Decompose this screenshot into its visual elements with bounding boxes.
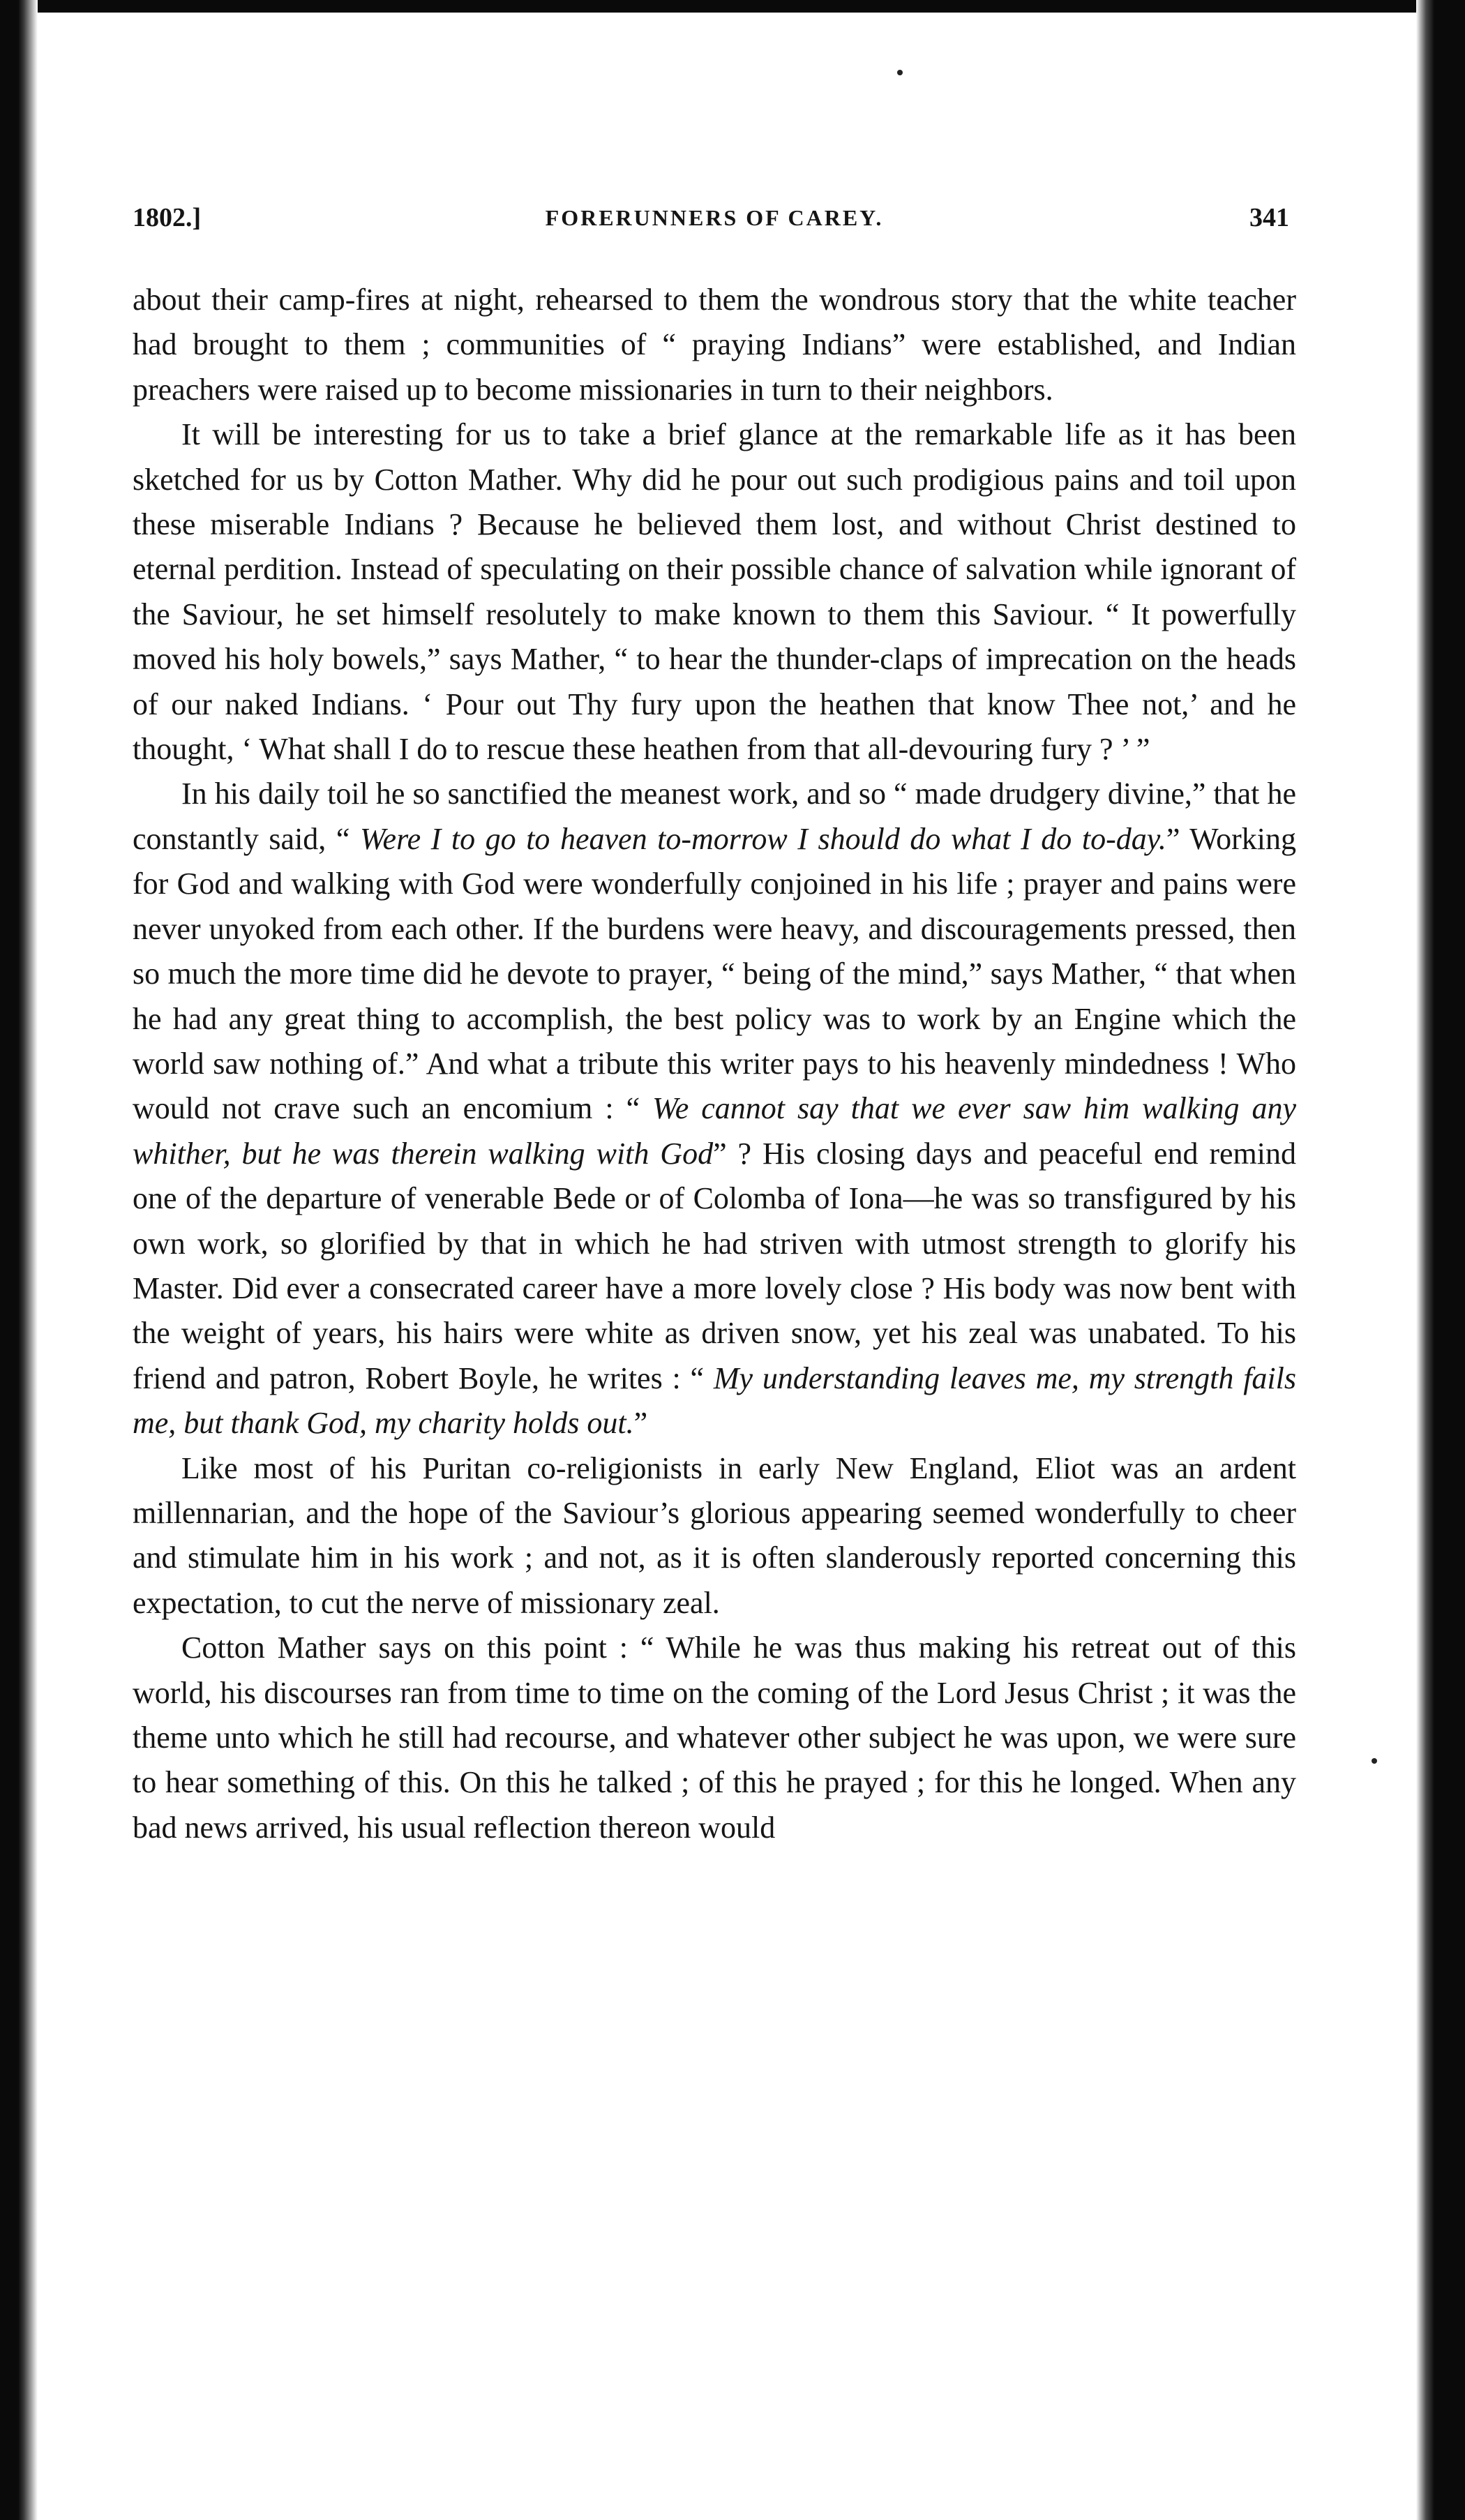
body-text [133, 278, 1296, 1850]
paragraph [133, 412, 1296, 772]
book-page [133, 202, 1296, 1850]
scan-border-top [0, 0, 1465, 13]
text-run: It will be interesting for us to take a brief glance at the remarkable life as it has been sketched for us by Cotton Mather. Why did he pour out such prodigious pains and toil upon these miserable Indians ? Because he believed them lost, and without Christ destined to eternal perdition. Instead of speculating on their possible chance of salvation while ignorant of the Saviour, he set himself resolutely to make known to them this Saviour. “ It powerfully moved his holy bowels,” says Mather, “ to hear the thunder-claps of imprecation on the heads of our naked Indians. ‘ Pour out Thy fury upon the heathen that know Thee not,’ and he thought, ‘ What shall I do to rescue these heathen from that all-devouring fury ? ’ ” [133, 417, 1296, 767]
paragraph [133, 1626, 1296, 1850]
italic-quote: Were I to go to heaven to-morrow I should do what I do to-day. [359, 821, 1166, 856]
scan-speck [1372, 1758, 1377, 1764]
italic-quote: My understanding leaves me, my strength fails me, but thank God, my charity holds out. [133, 1360, 1296, 1441]
text-run: ” [633, 1406, 648, 1441]
running-head-title: FORERUNNERS OF CAREY. [545, 205, 884, 230]
paragraph [133, 278, 1296, 412]
text-run: about their camp-fires at night, rehearsed to them the wondrous story that the white teacher had brought to them ; communities of “ praying Indians” were established, and Indian preachers were raised up to become missionaries in turn to their neighbors. [133, 283, 1296, 407]
text-run: ” ? His closing days and peaceful end remind one of the departure of venerable Bede or of Colomba of Iona—he was so transfigured by his own work, so glorified by that in which he had striven with utmost strength to glorify his Master. Did ever a consecrated career have a more lovely close ? His body was now bent with the weight of years, his hairs were white as driven snow, yet his zeal was unabated. To his friend and patron, Robert Boyle, he writes : “ [133, 1136, 1296, 1395]
text-run: Cotton Mather says on this point : “ While he was thus making his retreat out of this world, his discourses ran from time to time on the coming of the Lord Jesus Christ ; it was the theme unto which he still had recourse, and whatever other subject he was upon, we were sure to hear something of this. On this he talked ; of this he prayed ; for this he longed. When any bad news arrived, his usual reflection thereon would [133, 1630, 1296, 1845]
running-head-year: 1802.] [133, 203, 202, 232]
text-run: ” Working for God and walking with God were wonderfully conjoined in his life ; prayer and pains were never unyoked from each other. If the burdens were heavy, and discouragements pressed, then so much the more time did he devote to prayer, “ being of the mind,” says Mather, “ that when he had any great thing to accomplish, the best policy was to work by an Engine which the world saw nothing of.” And what a tribute this writer pays to his heavenly mindedness ! Who would not crave such an encomium : “ [133, 821, 1297, 1126]
italic-quote: We cannot say that we ever saw him walking any whither, but he was therein walking with God [133, 1091, 1296, 1171]
text-run: Like most of his Puritan co-religionists in early New England, Eliot was an ardent millennarian, and the hope of the Saviour’s glorious appearing seemed wonderfully to cheer and stimulate him in his work ; and not, as it is often slanderously reported concerning this expectation, to cut the nerve of missionary zeal. [133, 1450, 1296, 1620]
scan-border-right [1416, 0, 1465, 2520]
running-head [133, 202, 1296, 244]
paragraph [133, 772, 1296, 1446]
paragraph [133, 1446, 1296, 1626]
scan-border-left [0, 0, 38, 2520]
scan-speck [897, 70, 903, 75]
page-number: 341 [1249, 203, 1289, 232]
text-run: In his daily toil he so sanctified the meanest work, and so “ made drudgery divine,” that he constantly said, “ [133, 777, 1296, 856]
